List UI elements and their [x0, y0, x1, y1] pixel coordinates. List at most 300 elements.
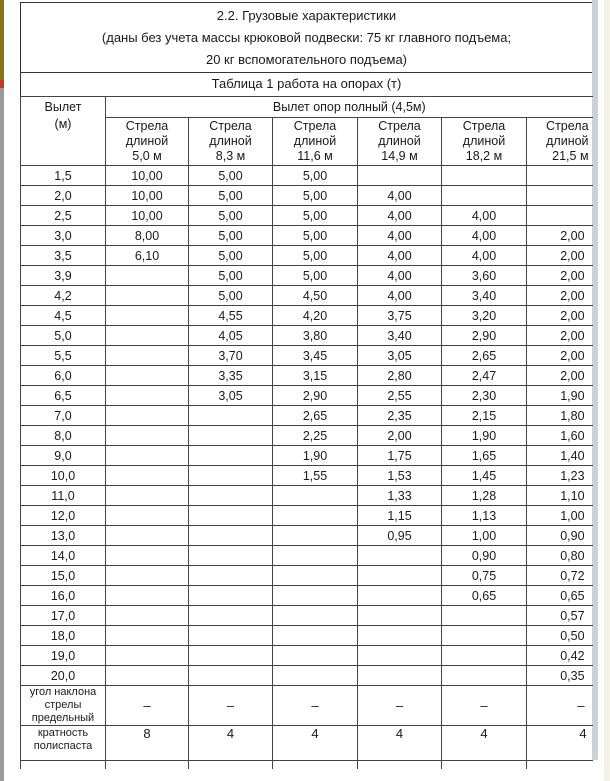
boom-header-line: 5,0 м: [132, 149, 162, 163]
boom-header-line: 14,9 м: [381, 149, 418, 163]
boom-length-header: [527, 118, 593, 166]
load-value-cell: [189, 426, 273, 446]
row-label-cell: [21, 386, 106, 406]
load-value-cell: [106, 266, 189, 286]
empty-cell: [527, 761, 593, 770]
boom-header-line: Стрела: [209, 119, 252, 133]
load-value-cell: [189, 606, 273, 626]
load-value-cell: [442, 646, 527, 666]
load-value-cell: 4,00: [442, 206, 527, 226]
load-value-cell: 0,95: [358, 526, 442, 546]
load-value-cell: [106, 406, 189, 426]
load-value-cell: [106, 566, 189, 586]
load-value-cell: 5,00: [189, 266, 273, 286]
load-value-cell: [358, 546, 442, 566]
load-value-cell: 0,75: [442, 566, 527, 586]
load-value-cell: [106, 666, 189, 686]
load-value-cell: 5,00: [189, 206, 273, 226]
load-value-cell: [273, 546, 358, 566]
load-value-cell: 0,50: [527, 626, 593, 646]
load-value-cell: 5,00: [189, 226, 273, 246]
table-row: [21, 646, 593, 666]
row-label-cell: [21, 406, 106, 426]
load-value-cell: 5,00: [189, 286, 273, 306]
load-value-cell: 1,53: [358, 466, 442, 486]
load-value-cell: 3,15: [273, 366, 358, 386]
load-value-cell: 4: [273, 726, 358, 761]
table-row: [21, 306, 593, 326]
table-row: [21, 626, 593, 646]
load-value-cell: 1,90: [442, 426, 527, 446]
row-label: 20,0: [50, 668, 76, 683]
table-row: [21, 286, 593, 306]
row-label: 2,5: [54, 208, 72, 223]
table-row: [21, 166, 593, 186]
load-value-cell: [358, 586, 442, 606]
load-value-cell: 2,00: [527, 286, 593, 306]
load-value-cell: [189, 646, 273, 666]
load-value-cell: 5,00: [189, 186, 273, 206]
load-value-cell: [189, 666, 273, 686]
table-row: [21, 506, 593, 526]
load-value-cell: [189, 626, 273, 646]
row-label: 10,0: [50, 468, 76, 483]
table-row: [21, 226, 593, 246]
radius-header-line: Вылет: [44, 100, 82, 114]
load-value-cell: –: [273, 686, 358, 726]
load-value-cell: 3,05: [189, 386, 273, 406]
right-window-edge: [604, 0, 610, 781]
load-value-cell: 6,10: [106, 246, 189, 266]
row-label-cell: [21, 446, 106, 466]
boom-header-line: Стрела: [293, 119, 337, 133]
load-value-cell: [106, 546, 189, 566]
row-label: 14,0: [50, 548, 76, 563]
row-label: 1,5: [54, 168, 72, 183]
boom-header-line: 11,6 м: [297, 149, 333, 163]
load-value-cell: [189, 486, 273, 506]
boom-length-header: [106, 118, 189, 166]
table-row: [21, 186, 593, 206]
row-label-cell: [21, 686, 106, 726]
load-value-cell: [106, 306, 189, 326]
table-caption: Таблица 1 работа на опорах (т): [20, 72, 592, 96]
table-row: [21, 666, 593, 686]
row-label-cell: [21, 306, 106, 326]
load-value-cell: 4,00: [442, 226, 527, 246]
row-label: 5,5: [54, 348, 72, 363]
load-value-cell: 3,60: [442, 266, 527, 286]
load-value-cell: 3,75: [358, 306, 442, 326]
row-label: 17,0: [50, 608, 76, 623]
load-value-cell: [273, 626, 358, 646]
row-label: 11,0: [51, 488, 75, 503]
table-row: [21, 546, 593, 566]
row-label: 19,0: [50, 648, 76, 663]
load-value-cell: 5,00: [273, 166, 358, 186]
load-value-cell: 8: [106, 726, 189, 761]
section-note-line-2: 20 кг вспомогательного подъема): [205, 52, 408, 67]
row-label: 4,2: [54, 288, 72, 303]
load-value-cell: [358, 626, 442, 646]
load-value-cell: [106, 326, 189, 346]
boom-header-line: длиной: [546, 134, 589, 148]
load-value-cell: 5,00: [273, 206, 358, 226]
row-label-cell: [21, 166, 106, 186]
row-label-cell: [21, 186, 106, 206]
boom-angle-row: [21, 686, 593, 726]
load-value-cell: 4: [358, 726, 442, 761]
load-value-cell: 5,00: [273, 226, 358, 246]
row-label-cell: [21, 286, 106, 306]
load-value-cell: [527, 206, 593, 226]
boom-header-line: длиной: [125, 134, 169, 148]
load-value-cell: 4: [189, 726, 273, 761]
row-label-cell: [21, 486, 106, 506]
boom-header-line: Стрела: [462, 119, 506, 133]
load-value-cell: 3,80: [273, 326, 358, 346]
load-value-cell: 4,00: [358, 226, 442, 246]
load-value-cell: 3,35: [189, 366, 273, 386]
table-row: [21, 606, 593, 626]
load-value-cell: 4,50: [273, 286, 358, 306]
load-value-cell: 1,65: [442, 446, 527, 466]
row-label-cell: [21, 346, 106, 366]
load-value-cell: [106, 506, 189, 526]
row-label: 12,0: [50, 508, 76, 523]
load-value-cell: 0,35: [527, 666, 593, 686]
row-label-cell: [21, 526, 106, 546]
load-value-cell: 10,00: [106, 206, 189, 226]
load-value-cell: 5,00: [189, 246, 273, 266]
empty-row: [21, 761, 593, 770]
load-value-cell: 2,00: [527, 366, 593, 386]
load-value-cell: 0,65: [527, 586, 593, 606]
load-value-cell: 0,65: [442, 586, 527, 606]
row-label-cell: [21, 366, 106, 386]
table-row: [21, 326, 593, 346]
load-value-cell: 1,15: [358, 506, 442, 526]
load-value-cell: 1,10: [527, 486, 593, 506]
table-row: [21, 426, 593, 446]
load-value-cell: [106, 366, 189, 386]
load-value-cell: [358, 666, 442, 686]
load-value-cell: [189, 526, 273, 546]
section-note-line-1: (даны без учета массы крюковой подвески: 75 кг главного подъема;: [101, 30, 512, 45]
table-row: [21, 466, 593, 486]
load-value-cell: 3,40: [442, 286, 527, 306]
row-label-cell: [21, 646, 106, 666]
load-value-cell: 1,55: [273, 466, 358, 486]
row-label: 18,0: [50, 628, 76, 643]
left-window-edge: [0, 0, 4, 781]
load-value-cell: 2,90: [442, 326, 527, 346]
section-heading-box: [20, 2, 592, 72]
load-value-cell: 2,00: [527, 226, 593, 246]
load-value-cell: 0,90: [527, 526, 593, 546]
boom-header-line: длиной: [462, 134, 506, 148]
load-value-cell: 0,72: [527, 566, 593, 586]
load-value-cell: [358, 646, 442, 666]
load-value-cell: [106, 486, 189, 506]
load-value-cell: [442, 186, 527, 206]
table-row: [21, 586, 593, 606]
empty-cell: [189, 761, 273, 770]
section-title: 2.2. Грузовые характеристики: [216, 8, 397, 23]
table-row: [21, 486, 593, 506]
load-value-cell: 8,00: [106, 226, 189, 246]
load-value-cell: 2,00: [527, 266, 593, 286]
load-value-cell: [273, 486, 358, 506]
left-edge-red-mark: [0, 80, 4, 88]
load-value-cell: [106, 626, 189, 646]
boom-header-line: Стрела: [125, 119, 169, 133]
load-value-cell: [358, 606, 442, 626]
load-value-cell: 2,90: [273, 386, 358, 406]
table-row: [21, 346, 593, 366]
load-value-cell: 1,00: [442, 526, 527, 546]
row-label: 3,0: [54, 228, 72, 243]
load-value-cell: 4,05: [189, 326, 273, 346]
right-page-shadow: [592, 0, 598, 760]
left-edge-olive-band: [0, 0, 4, 80]
row-label-cell: [21, 666, 106, 686]
load-value-cell: [442, 166, 527, 186]
load-value-cell: [273, 646, 358, 666]
row-label-cell: [21, 506, 106, 526]
row-label: 7,0: [54, 408, 72, 423]
load-value-cell: [189, 406, 273, 426]
load-value-cell: 2,00: [527, 306, 593, 326]
radius-header-unit: (м): [54, 117, 72, 131]
load-value-cell: 3,20: [442, 306, 527, 326]
load-value-cell: [106, 346, 189, 366]
empty-cell: [273, 761, 358, 770]
row-label: кратность: [37, 727, 89, 739]
load-value-cell: [106, 466, 189, 486]
load-value-cell: 1,60: [527, 426, 593, 446]
boom-header-line: 8,3 м: [215, 149, 246, 163]
empty-cell: [21, 761, 106, 770]
load-value-cell: [442, 606, 527, 626]
boom-header-line: Стрела: [546, 119, 589, 133]
empty-cell: [358, 761, 442, 770]
boom-header-line: 18,2 м: [465, 149, 503, 163]
load-value-cell: [106, 586, 189, 606]
document-page: [20, 2, 592, 769]
load-value-cell: –: [106, 686, 189, 726]
table-row: [21, 566, 593, 586]
row-label-cell: [21, 246, 106, 266]
load-value-cell: 4,00: [358, 206, 442, 226]
load-value-cell: [442, 666, 527, 686]
row-label-cell: [21, 586, 106, 606]
load-value-cell: [189, 586, 273, 606]
load-value-cell: –: [442, 686, 527, 726]
load-value-cell: 5,00: [273, 246, 358, 266]
load-value-cell: [106, 606, 189, 626]
load-value-cell: [189, 466, 273, 486]
load-value-cell: 4: [527, 726, 593, 761]
load-value-cell: –: [527, 686, 593, 726]
load-value-cell: 1,90: [273, 446, 358, 466]
load-value-cell: 2,00: [527, 246, 593, 266]
load-value-cell: 2,55: [358, 386, 442, 406]
row-label-cell: [21, 326, 106, 346]
reeving-multiplicity-row: [21, 726, 593, 761]
load-value-cell: [189, 446, 273, 466]
load-value-cell: 4,00: [358, 246, 442, 266]
row-label: 8,0: [54, 428, 72, 443]
load-value-cell: [189, 566, 273, 586]
table-body: [21, 166, 593, 770]
load-value-cell: 3,40: [358, 326, 442, 346]
load-value-cell: 2,65: [442, 346, 527, 366]
empty-cell: [106, 761, 189, 770]
load-value-cell: 2,25: [273, 426, 358, 446]
row-label-cell: [21, 726, 106, 761]
load-value-cell: [358, 166, 442, 186]
load-value-cell: [273, 506, 358, 526]
load-value-cell: 1,33: [358, 486, 442, 506]
load-value-cell: 10,00: [106, 166, 189, 186]
row-label: 5,0: [54, 328, 72, 343]
row-label: стрелы: [44, 699, 82, 711]
boom-header-line: длиной: [378, 134, 421, 148]
load-chart-table: [20, 96, 593, 769]
boom-header-row: [21, 118, 593, 166]
load-value-cell: [106, 386, 189, 406]
row-label: 6,5: [54, 388, 72, 403]
table-row: [21, 446, 593, 466]
load-value-cell: 5,00: [273, 186, 358, 206]
load-value-cell: [442, 626, 527, 646]
row-label: 13,0: [50, 528, 76, 543]
load-value-cell: –: [189, 686, 273, 726]
row-label: предельный: [31, 712, 95, 724]
load-value-cell: 4,00: [358, 186, 442, 206]
row-label: 6,0: [54, 368, 72, 383]
load-value-cell: 3,05: [358, 346, 442, 366]
load-value-cell: [527, 186, 593, 206]
row-label: полиспаста: [33, 740, 93, 752]
load-value-cell: 3,70: [189, 346, 273, 366]
load-value-cell: 2,80: [358, 366, 442, 386]
load-value-cell: 1,40: [527, 446, 593, 466]
load-value-cell: 1,13: [442, 506, 527, 526]
load-value-cell: [273, 586, 358, 606]
load-value-cell: 5,00: [273, 266, 358, 286]
table-row: [21, 266, 593, 286]
boom-header-line: длиной: [209, 134, 252, 148]
boom-length-header: [358, 118, 442, 166]
load-value-cell: 5,00: [189, 166, 273, 186]
load-value-cell: 4,55: [189, 306, 273, 326]
load-value-cell: 2,47: [442, 366, 527, 386]
row-label-cell: [21, 426, 106, 446]
load-value-cell: 3,45: [273, 346, 358, 366]
boom-header-line: 21,5 м: [552, 149, 589, 163]
table-row: [21, 386, 593, 406]
load-value-cell: 2,15: [442, 406, 527, 426]
empty-cell: [442, 761, 527, 770]
load-value-cell: [358, 566, 442, 586]
load-value-cell: 4,00: [358, 266, 442, 286]
table-row: [21, 406, 593, 426]
row-label: 4,5: [54, 308, 72, 323]
load-value-cell: [273, 526, 358, 546]
load-value-cell: 1,23: [527, 466, 593, 486]
load-value-cell: [273, 666, 358, 686]
row-label: 2,0: [54, 188, 72, 203]
load-value-cell: 2,00: [527, 346, 593, 366]
load-value-cell: 0,80: [527, 546, 593, 566]
load-value-cell: [106, 286, 189, 306]
row-label-cell: [21, 606, 106, 626]
load-value-cell: –: [358, 686, 442, 726]
load-value-cell: [106, 426, 189, 446]
load-value-cell: 4,00: [358, 286, 442, 306]
load-value-cell: [189, 546, 273, 566]
load-value-cell: 1,75: [358, 446, 442, 466]
row-label-cell: [21, 266, 106, 286]
load-value-cell: 2,35: [358, 406, 442, 426]
table-row: [21, 526, 593, 546]
load-value-cell: 4,20: [273, 306, 358, 326]
row-label: 3,5: [54, 248, 72, 263]
load-value-cell: 1,00: [527, 506, 593, 526]
row-label-cell: [21, 466, 106, 486]
load-value-cell: [106, 446, 189, 466]
load-value-cell: 1,80: [527, 406, 593, 426]
load-value-cell: 2,00: [358, 426, 442, 446]
load-value-cell: [189, 506, 273, 526]
outrigger-group-header: Вылет опор полный (4,5м): [106, 97, 593, 118]
boom-length-header: [273, 118, 358, 166]
load-value-cell: 4: [442, 726, 527, 761]
table-row: [21, 366, 593, 386]
boom-header-line: Стрела: [378, 119, 421, 133]
load-value-cell: 0,42: [527, 646, 593, 666]
boom-header-line: длиной: [293, 134, 337, 148]
table-row: [21, 206, 593, 226]
load-value-cell: [273, 566, 358, 586]
radius-column-header: [21, 97, 106, 166]
row-label-cell: [21, 566, 106, 586]
row-label-cell: [21, 626, 106, 646]
load-value-cell: 1,45: [442, 466, 527, 486]
load-value-cell: 4,00: [442, 246, 527, 266]
load-value-cell: [106, 646, 189, 666]
load-value-cell: [106, 526, 189, 546]
load-value-cell: 1,90: [527, 386, 593, 406]
row-label-cell: [21, 206, 106, 226]
load-value-cell: 1,28: [442, 486, 527, 506]
load-value-cell: 2,65: [273, 406, 358, 426]
row-label: 16,0: [50, 588, 76, 603]
row-label: угол наклона: [29, 686, 97, 698]
load-value-cell: 0,57: [527, 606, 593, 626]
row-label: 3,9: [54, 268, 72, 283]
table-row: [21, 246, 593, 266]
load-value-cell: 0,90: [442, 546, 527, 566]
boom-length-header: [442, 118, 527, 166]
boom-length-header: [189, 118, 273, 166]
row-label: 9,0: [54, 448, 72, 463]
load-value-cell: [273, 606, 358, 626]
load-value-cell: 2,00: [527, 326, 593, 346]
load-value-cell: [527, 166, 593, 186]
